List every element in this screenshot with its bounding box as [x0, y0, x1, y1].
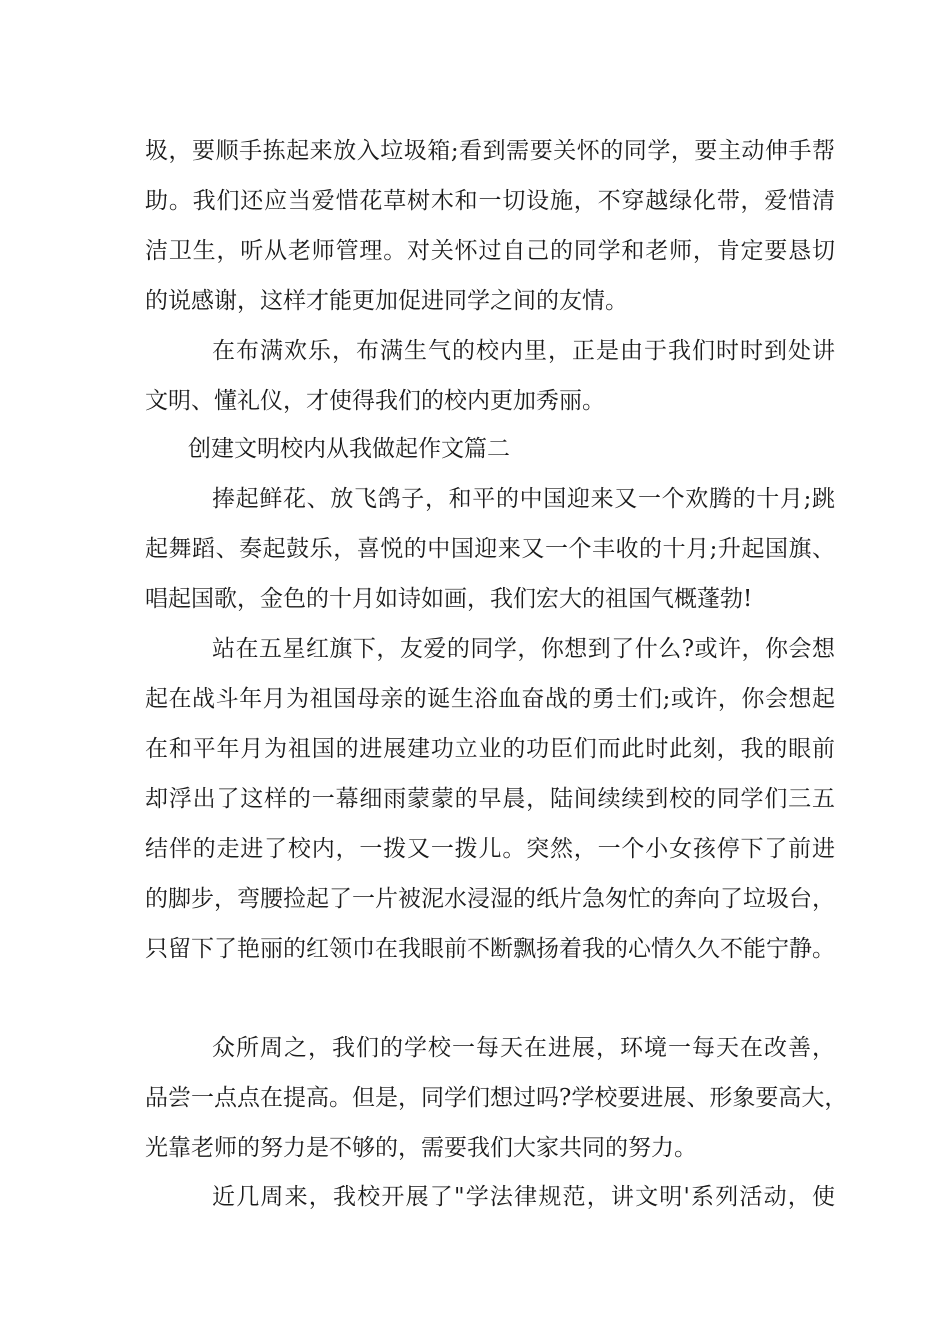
section-heading: 创建文明校内从我做起作文篇二: [188, 436, 510, 462]
paragraph-1-line-4: 的说感谢，这样才能更加促进同学之间的友情。: [145, 288, 628, 314]
paragraph-3-line-3: 唱起国歌，金色的十月如诗如画，我们宏大的祖国气概蓬勃!: [145, 586, 753, 612]
paragraph-6-line-1: 近几周来，我校开展了"学法律规范，讲文明'系列活动，使: [212, 1184, 835, 1210]
paragraph-3-line-1: 捧起鲜花、放飞鸽子，和平的中国迎来又一个欢腾的十月;跳: [212, 486, 835, 512]
paragraph-4-line-6: 的脚步，弯腰捡起了一片被泥水浸湿的纸片急匆忙的奔向了垃圾台，: [145, 886, 835, 912]
paragraph-1-line-3: 洁卫生，听从老师管理。对关怀过自己的同学和老师，肯定要恳切: [145, 238, 835, 264]
paragraph-5-line-1: 众所周之，我们的学校一每天在进展，环境一每天在改善，: [212, 1035, 835, 1061]
paragraph-5-line-3: 光靠老师的努力是不够的，需要我们大家共同的努力。: [145, 1135, 697, 1161]
paragraph-4-line-7: 只留下了艳丽的红领巾在我眼前不断飘扬着我的心情久久不能宁静。: [145, 936, 835, 962]
paragraph-3-line-2: 起舞蹈、奏起鼓乐，喜悦的中国迎来又一个丰收的十月;升起国旗、: [145, 536, 835, 562]
paragraph-1-line-2: 助。我们还应当爱惜花草树木和一切设施，不穿越绿化带，爱惜清: [145, 188, 835, 214]
paragraph-2-line-1: 在布满欢乐，布满生气的校内里，正是由于我们时时到处讲: [212, 338, 835, 364]
paragraph-5-line-2: 品尝一点点在提高。但是，同学们想过吗?学校要进展、形象要高大，: [145, 1085, 848, 1111]
paragraph-4-line-4: 却浮出了这样的一幕细雨蒙蒙的早晨，陆间续续到校的同学们三五: [145, 786, 835, 812]
paragraph-1-line-1: 圾，要顺手拣起来放入垃圾箱;看到需要关怀的同学，要主动伸手帮: [145, 138, 835, 164]
paragraph-4-line-2: 起在战斗年月为祖国母亲的诞生浴血奋战的勇士们;或许，你会想起: [145, 686, 835, 712]
paragraph-2-line-2: 文明、懂礼仪，才使得我们的校内更加秀丽。: [145, 388, 605, 414]
paragraph-4-line-3: 在和平年月为祖国的进展建功立业的功臣们而此时此刻，我的眼前: [145, 736, 835, 762]
paragraph-4-line-1: 站在五星红旗下，友爱的同学，你想到了什么?或许，你会想: [212, 636, 835, 662]
paragraph-4-line-5: 结伴的走进了校内，一拨又一拨儿。突然，一个小女孩停下了前进: [145, 836, 835, 862]
